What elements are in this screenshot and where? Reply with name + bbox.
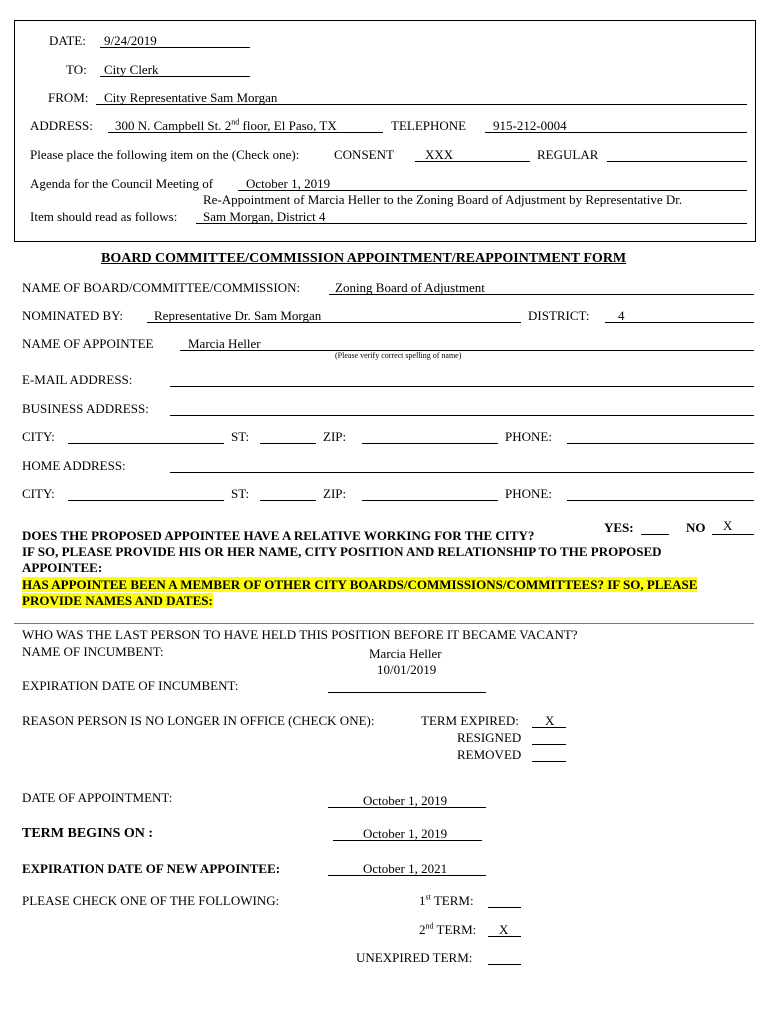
nominated-value[interactable]: Representative Dr. Sam Morgan [154,308,322,323]
appointment-date-label: DATE OF APPOINTMENT: [22,790,173,805]
telephone-line [485,132,747,133]
appointment-date-line [328,807,486,808]
address-label: ADDRESS: [30,118,93,133]
reason-label: REASON PERSON IS NO LONGER IN OFFICE (CHECK ONE): [22,713,375,728]
first-term-num: 1 [419,893,426,908]
from-label: FROM: [48,90,89,105]
address-text: 300 N. Campbell St. 2 [115,118,232,133]
telephone-value[interactable]: 915-212-0004 [493,118,567,133]
phone-label: PHONE: [505,429,552,444]
section-divider [14,623,754,624]
phone-line[interactable] [567,443,754,444]
appointment-date-value[interactable]: October 1, 2019 [363,793,448,808]
check-text: Please place the following item on the (Check one): [30,147,300,162]
home-st-line[interactable] [260,500,316,501]
to-label: TO: [66,62,87,77]
unexpired-term-line[interactable] [488,964,521,965]
form-title: BOARD COMMITTEE/COMMISSION APPOINTMENT/REAPPOINTMENT FORM [101,251,627,266]
district-line [605,322,754,323]
second-term-sup: nd [425,921,434,931]
member-question-line2: PROVIDE NAMES AND DATES: [22,593,213,608]
date-label: DATE: [49,33,86,48]
removed-line[interactable] [532,761,566,762]
from-value[interactable]: City Representative Sam Morgan [104,90,278,105]
home-zip-line[interactable] [362,500,498,501]
term-begins-label: TERM BEGINS ON : [22,826,154,841]
verify-note: (Please verify correct spelling of name) [335,351,462,360]
last-person-question: WHO WAS THE LAST PERSON TO HAVE HELD THIS POSITION BEFORE IT BECAME VACANT? [22,627,578,642]
city-label: CITY: [22,429,55,444]
unexpired-term-label: UNEXPIRED TERM: [356,950,473,965]
district-value[interactable]: 4 [618,308,625,323]
home-st-label: ST: [231,486,250,501]
st-label: ST: [231,429,250,444]
incumbent-name-value[interactable]: Marcia Heller [369,646,442,661]
agenda-line [238,190,747,191]
new-expiration-value[interactable]: October 1, 2021 [363,861,448,876]
first-term-line[interactable] [488,907,521,908]
incumbent-expiration-line[interactable] [328,692,486,693]
new-expiration-label: EXPIRATION DATE OF NEW APPOINTEE: [22,861,281,876]
incumbent-name-label: NAME OF INCUMBENT: [22,644,164,659]
appointee-line [180,350,754,351]
term-expired-line [532,727,566,728]
agenda-value[interactable]: October 1, 2019 [246,176,331,191]
to-value[interactable]: City Clerk [104,62,159,77]
term-expired-value[interactable]: X [545,713,555,728]
consent-label: CONSENT [334,147,394,162]
home-label: HOME ADDRESS: [22,458,126,473]
home-line[interactable] [170,472,754,473]
board-line [329,294,754,295]
board-value[interactable]: Zoning Board of Adjustment [335,280,485,295]
nominated-label: NOMINATED BY: [22,308,123,323]
no-label: NO [686,520,706,535]
agenda-label: Agenda for the Council Meeting of [30,176,214,191]
first-term-sup: st [425,892,431,902]
term-begins-value[interactable]: October 1, 2019 [363,826,448,841]
item-line [196,223,747,224]
second-term-num: 2 [419,922,426,937]
email-line[interactable] [170,386,754,387]
term-begins-line [333,840,482,841]
item-line1[interactable]: Re-Appointment of Marcia Heller to the Zoning Board of Adjustment by Representative Dr. [203,192,683,207]
email-label: E-MAIL ADDRESS: [22,372,133,387]
regular-label: REGULAR [537,147,599,162]
date-value[interactable]: 9/24/2019 [104,33,157,48]
incumbent-expiration-label: EXPIRATION DATE OF INCUMBENT: [22,678,239,693]
first-term-label [419,893,474,908]
new-expiration-line [328,875,486,876]
appointee-value[interactable]: Marcia Heller [188,336,261,351]
check-following-label: PLEASE CHECK ONE OF THE FOLLOWING: [22,893,280,908]
home-city-line[interactable] [68,500,224,501]
from-line [96,104,747,105]
zip-line[interactable] [362,443,498,444]
address-value[interactable] [115,118,337,133]
regular-line[interactable] [607,161,747,162]
relative-question: DOES THE PROPOSED APPOINTEE HAVE A RELATIVE WORKING FOR THE CITY? [22,528,535,543]
address-line [108,132,383,133]
st-line[interactable] [260,443,316,444]
district-label: DISTRICT: [528,308,590,323]
resigned-label: RESIGNED [457,730,522,745]
no-value[interactable]: X [723,518,733,533]
second-term-line [488,936,521,937]
home-zip-label: ZIP: [323,486,347,501]
to-line [100,76,250,77]
item-label: Item should read as follows: [30,209,178,224]
home-city-label: CITY: [22,486,55,501]
member-question-line1: HAS APPOINTEE BEEN A MEMBER OF OTHER CITY BOARDS/COMMISSIONS/COMMITTEES? IF SO, PLEASE [22,577,698,592]
if-so-line1: IF SO, PLEASE PROVIDE HIS OR HER NAME, CITY POSITION AND RELATIONSHIP TO THE PROPOSED [22,544,662,559]
second-term-label [419,922,476,937]
business-label: BUSINESS ADDRESS: [22,401,149,416]
consent-value[interactable]: XXX [425,147,454,162]
second-term-text: TERM: [433,922,477,937]
no-line [712,534,754,535]
telephone-label: TELEPHONE [391,118,467,133]
if-so-line2: APPOINTEE: [22,560,103,575]
second-term-value[interactable]: X [499,922,509,937]
home-phone-label: PHONE: [505,486,552,501]
consent-line [415,161,530,162]
business-line[interactable] [170,415,754,416]
removed-label: REMOVED [457,747,522,762]
yes-label: YES: [604,520,634,535]
resigned-line[interactable] [532,744,566,745]
incumbent-date-value[interactable]: 10/01/2019 [377,662,437,677]
appointee-label: NAME OF APPOINTEE [22,336,154,351]
home-phone-line[interactable] [567,500,754,501]
date-line [100,47,250,48]
zip-label: ZIP: [323,429,347,444]
city-line[interactable] [68,443,224,444]
address-sup: nd [231,117,240,127]
nominated-line [147,322,521,323]
item-line2[interactable]: Sam Morgan, District 4 [203,209,326,224]
board-label: NAME OF BOARD/COMMITTEE/COMMISSION: [22,280,301,295]
first-term-text: TERM: [430,893,474,908]
address-text-post: floor, El Paso, TX [239,118,337,133]
yes-line[interactable] [641,534,669,535]
term-expired-label: TERM EXPIRED: [421,713,519,728]
